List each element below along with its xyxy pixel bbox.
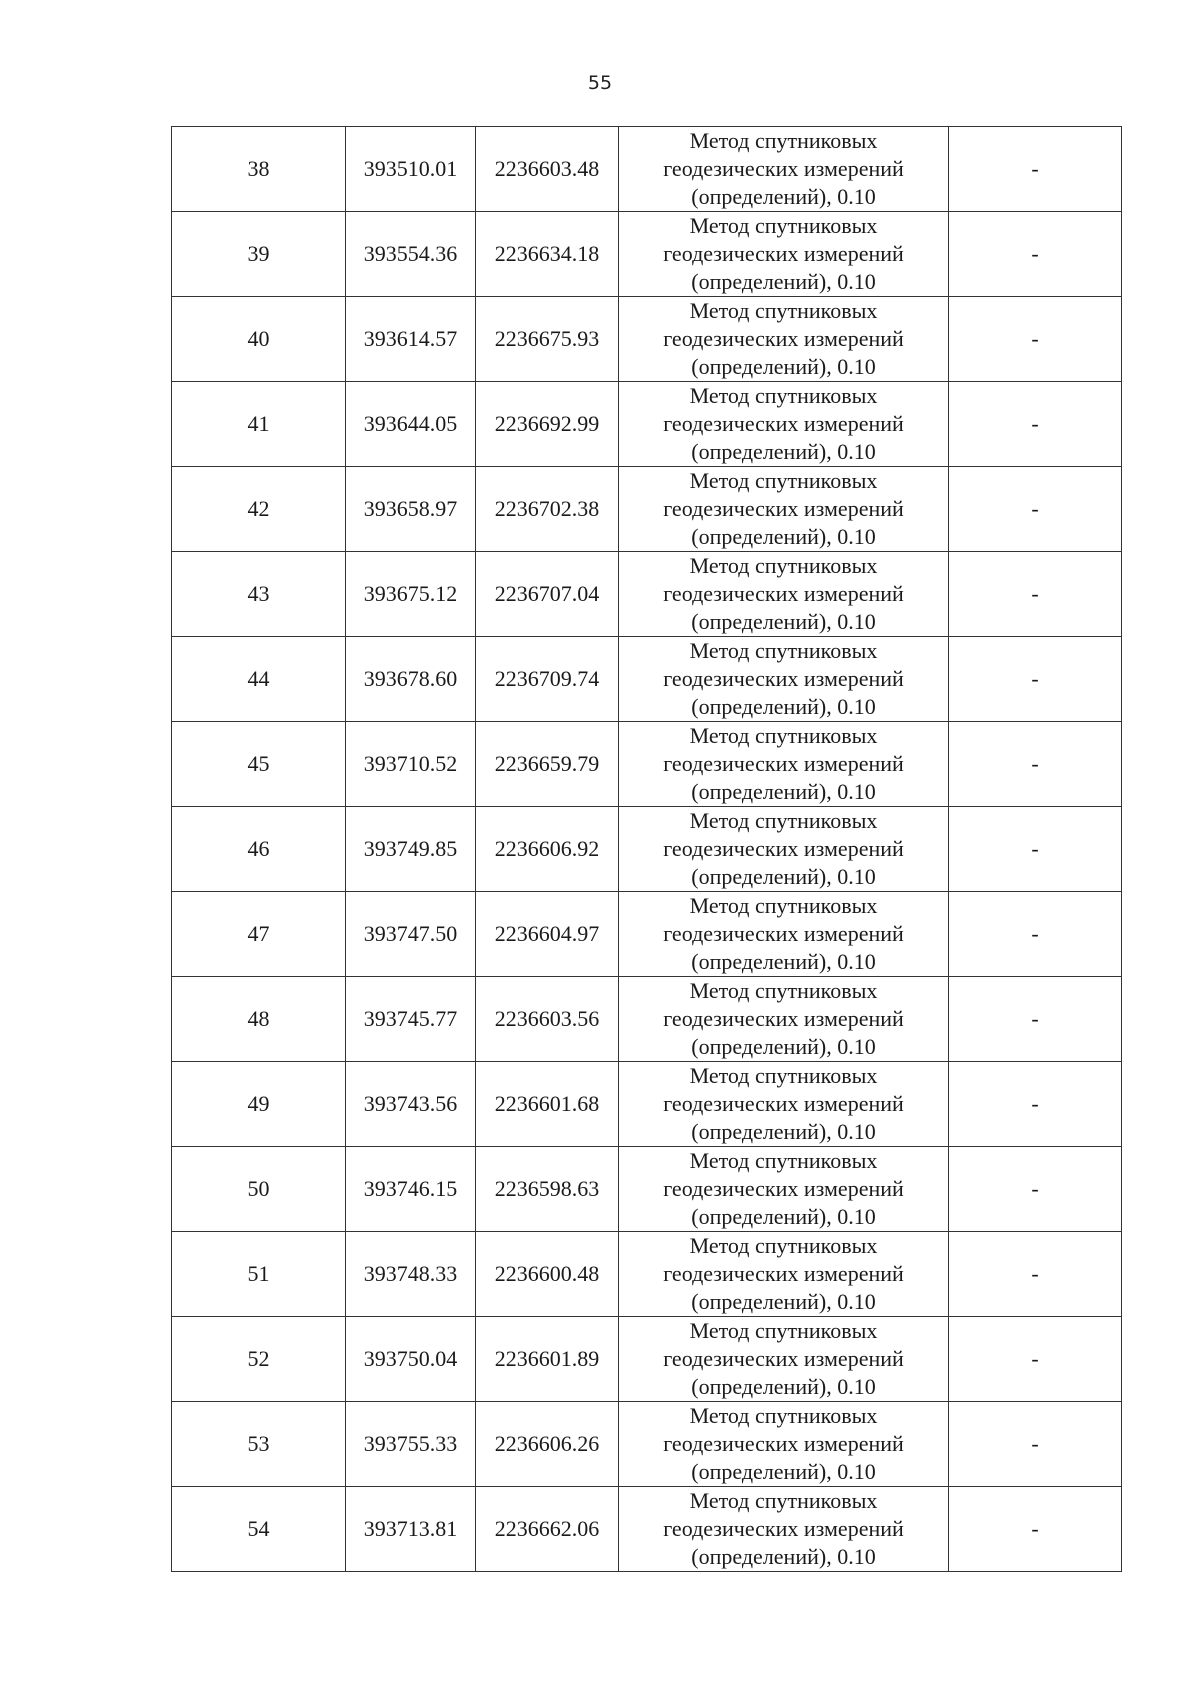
coordinates-table-body [172, 127, 1122, 1572]
method-cell [619, 977, 949, 1062]
method-line: геодезических измерений [663, 1091, 904, 1116]
method-line: геодезических измерений [663, 1346, 904, 1371]
method-line: Метод спутниковых [689, 723, 878, 748]
method-cell [619, 1487, 949, 1572]
method-line: геодезических измерений [663, 1516, 904, 1541]
point-number-cell: 41 [172, 382, 346, 467]
method-cell [619, 467, 949, 552]
y-coordinate-cell: 2236606.92 [476, 807, 619, 892]
table-row [172, 1062, 1122, 1147]
method-line: Метод спутниковых [689, 1403, 878, 1428]
table-row [172, 1317, 1122, 1402]
x-coordinate-cell: 393743.56 [346, 1062, 476, 1147]
point-number-cell: 43 [172, 552, 346, 637]
point-number-cell: 49 [172, 1062, 346, 1147]
point-number-cell: 52 [172, 1317, 346, 1402]
point-number-cell: 39 [172, 212, 346, 297]
y-coordinate-cell: 2236606.26 [476, 1402, 619, 1487]
method-cell [619, 552, 949, 637]
x-coordinate-cell: 393675.12 [346, 552, 476, 637]
y-coordinate-cell: 2236604.97 [476, 892, 619, 977]
description-cell: - [949, 382, 1122, 467]
method-line: (определений), 0.10 [691, 864, 876, 889]
x-coordinate-cell: 393710.52 [346, 722, 476, 807]
method-cell [619, 1402, 949, 1487]
point-number-cell: 38 [172, 127, 346, 212]
description-cell: - [949, 1317, 1122, 1402]
method-line: (определений), 0.10 [691, 439, 876, 464]
method-cell [619, 297, 949, 382]
method-line: (определений), 0.10 [691, 1544, 876, 1569]
description-cell: - [949, 467, 1122, 552]
method-cell [619, 382, 949, 467]
description-cell: - [949, 722, 1122, 807]
method-line: (определений), 0.10 [691, 1034, 876, 1059]
method-line: геодезических измерений [663, 326, 904, 351]
method-line: геодезических измерений [663, 666, 904, 691]
table-row [172, 467, 1122, 552]
y-coordinate-cell: 2236662.06 [476, 1487, 619, 1572]
method-line: геодезических измерений [663, 1176, 904, 1201]
method-line: (определений), 0.10 [691, 1119, 876, 1144]
description-cell: - [949, 552, 1122, 637]
x-coordinate-cell: 393749.85 [346, 807, 476, 892]
point-number-cell: 46 [172, 807, 346, 892]
description-cell: - [949, 1232, 1122, 1317]
method-line: (определений), 0.10 [691, 269, 876, 294]
method-line: Метод спутниковых [689, 1488, 878, 1513]
method-line: Метод спутниковых [689, 638, 878, 663]
description-cell: - [949, 1062, 1122, 1147]
method-line: (определений), 0.10 [691, 184, 876, 209]
method-line: геодезических измерений [663, 1006, 904, 1031]
method-line: геодезических измерений [663, 241, 904, 266]
method-line: Метод спутниковых [689, 553, 878, 578]
method-line: геодезических измерений [663, 836, 904, 861]
method-line: Метод спутниковых [689, 1063, 878, 1088]
method-line: (определений), 0.10 [691, 524, 876, 549]
method-cell [619, 1232, 949, 1317]
point-number-cell: 40 [172, 297, 346, 382]
x-coordinate-cell: 393747.50 [346, 892, 476, 977]
y-coordinate-cell: 2236601.89 [476, 1317, 619, 1402]
x-coordinate-cell: 393745.77 [346, 977, 476, 1062]
method-line: Метод спутниковых [689, 213, 878, 238]
table-row [172, 552, 1122, 637]
description-cell: - [949, 637, 1122, 722]
y-coordinate-cell: 2236675.93 [476, 297, 619, 382]
point-number-cell: 42 [172, 467, 346, 552]
description-cell: - [949, 807, 1122, 892]
description-cell: - [949, 1402, 1122, 1487]
table-row [172, 1147, 1122, 1232]
method-line: геодезических измерений [663, 411, 904, 436]
method-line: Метод спутниковых [689, 128, 878, 153]
description-cell: - [949, 297, 1122, 382]
method-line: (определений), 0.10 [691, 1459, 876, 1484]
method-cell [619, 1317, 949, 1402]
method-line: Метод спутниковых [689, 1318, 878, 1343]
y-coordinate-cell: 2236709.74 [476, 637, 619, 722]
method-line: геодезических измерений [663, 751, 904, 776]
point-number-cell: 47 [172, 892, 346, 977]
method-line: (определений), 0.10 [691, 949, 876, 974]
method-cell [619, 212, 949, 297]
method-line: (определений), 0.10 [691, 1374, 876, 1399]
table-row [172, 1402, 1122, 1487]
table-row [172, 212, 1122, 297]
x-coordinate-cell: 393755.33 [346, 1402, 476, 1487]
x-coordinate-cell: 393554.36 [346, 212, 476, 297]
method-line: (определений), 0.10 [691, 609, 876, 634]
y-coordinate-cell: 2236692.99 [476, 382, 619, 467]
method-cell [619, 892, 949, 977]
method-line: (определений), 0.10 [691, 354, 876, 379]
point-number-cell: 54 [172, 1487, 346, 1572]
method-line: (определений), 0.10 [691, 1289, 876, 1314]
method-line: (определений), 0.10 [691, 1204, 876, 1229]
x-coordinate-cell: 393678.60 [346, 637, 476, 722]
point-number-cell: 50 [172, 1147, 346, 1232]
table-row [172, 637, 1122, 722]
table-row [172, 722, 1122, 807]
method-cell [619, 1147, 949, 1232]
method-cell [619, 127, 949, 212]
table-row [172, 1232, 1122, 1317]
table-row [172, 892, 1122, 977]
method-line: Метод спутниковых [689, 1233, 878, 1258]
method-cell [619, 637, 949, 722]
table-row [172, 977, 1122, 1062]
y-coordinate-cell: 2236603.56 [476, 977, 619, 1062]
method-cell [619, 1062, 949, 1147]
coordinates-table [171, 126, 1122, 1572]
method-line: Метод спутниковых [689, 383, 878, 408]
x-coordinate-cell: 393510.01 [346, 127, 476, 212]
y-coordinate-cell: 2236707.04 [476, 552, 619, 637]
table-row [172, 382, 1122, 467]
y-coordinate-cell: 2236598.63 [476, 1147, 619, 1232]
method-line: геодезических измерений [663, 496, 904, 521]
method-line: геодезических измерений [663, 1431, 904, 1456]
method-line: (определений), 0.10 [691, 694, 876, 719]
description-cell: - [949, 892, 1122, 977]
point-number-cell: 53 [172, 1402, 346, 1487]
method-line: Метод спутниковых [689, 978, 878, 1003]
y-coordinate-cell: 2236659.79 [476, 722, 619, 807]
description-cell: - [949, 127, 1122, 212]
method-cell [619, 722, 949, 807]
method-line: Метод спутниковых [689, 468, 878, 493]
point-number-cell: 51 [172, 1232, 346, 1317]
y-coordinate-cell: 2236603.48 [476, 127, 619, 212]
y-coordinate-cell: 2236600.48 [476, 1232, 619, 1317]
y-coordinate-cell: 2236702.38 [476, 467, 619, 552]
table-row [172, 807, 1122, 892]
method-line: Метод спутниковых [689, 893, 878, 918]
description-cell: - [949, 977, 1122, 1062]
x-coordinate-cell: 393748.33 [346, 1232, 476, 1317]
point-number-cell: 45 [172, 722, 346, 807]
method-line: геодезических измерений [663, 1261, 904, 1286]
method-line: геодезических измерений [663, 581, 904, 606]
x-coordinate-cell: 393750.04 [346, 1317, 476, 1402]
method-line: (определений), 0.10 [691, 779, 876, 804]
point-number-cell: 48 [172, 977, 346, 1062]
point-number-cell: 44 [172, 637, 346, 722]
description-cell: - [949, 1487, 1122, 1572]
y-coordinate-cell: 2236634.18 [476, 212, 619, 297]
method-line: Метод спутниковых [689, 1148, 878, 1173]
method-line: Метод спутниковых [689, 298, 878, 323]
page-number: 55 [587, 72, 613, 94]
x-coordinate-cell: 393713.81 [346, 1487, 476, 1572]
x-coordinate-cell: 393658.97 [346, 467, 476, 552]
method-line: Метод спутниковых [689, 808, 878, 833]
x-coordinate-cell: 393614.57 [346, 297, 476, 382]
x-coordinate-cell: 393746.15 [346, 1147, 476, 1232]
x-coordinate-cell: 393644.05 [346, 382, 476, 467]
method-line: геодезических измерений [663, 156, 904, 181]
table-row [172, 1487, 1122, 1572]
table-row [172, 297, 1122, 382]
description-cell: - [949, 212, 1122, 297]
method-cell [619, 807, 949, 892]
description-cell: - [949, 1147, 1122, 1232]
y-coordinate-cell: 2236601.68 [476, 1062, 619, 1147]
method-line: геодезических измерений [663, 921, 904, 946]
table-row [172, 127, 1122, 212]
